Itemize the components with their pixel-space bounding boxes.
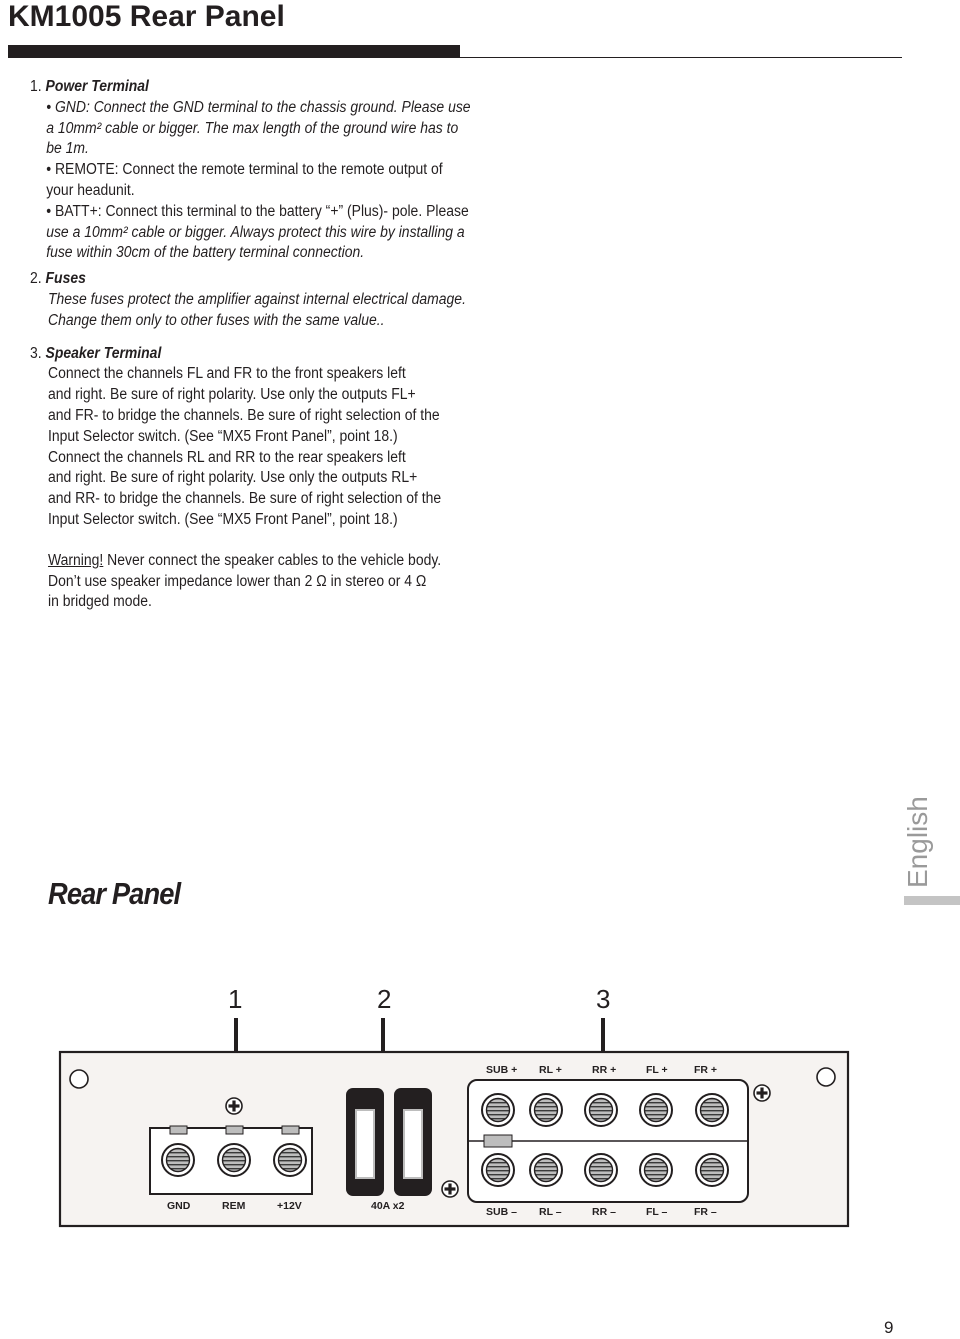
rear-panel-diagram: [0, 960, 960, 1240]
label-sub-plus: SUB +: [486, 1064, 518, 1076]
language-tab-label: English: [902, 796, 933, 888]
warning-block: Warning! Never connect the speaker cables to the vehicle body. Don’t use speaker impedance lower than 2 Ω in stereo or 4 Ω in bridged mode.: [48, 551, 442, 611]
terminal-rr-plus: [585, 1094, 617, 1126]
terminal-rr-minus: [585, 1154, 617, 1186]
section-power-heading: 1. Power Terminal: [30, 78, 149, 95]
header-rule-thin: [460, 57, 902, 58]
terminal-sub-plus: [482, 1094, 514, 1126]
label-12v: +12V: [277, 1200, 302, 1212]
header-rule-thick: [8, 45, 460, 58]
warning-label: Warning!: [48, 551, 104, 569]
section-speaker-text: Connect the channels FL and FR to the front speakers left and right. Be sure of right polarity. Use only the outputs FL+ and FR- to bridge the channels. Be sure of right selection of the Input Selector switch. (See “MX5 Front Panel”, point 18.) Connect the channels RL and RR to the rear speakers left and right. Be sure of right polarity. Use only the outputs RL+ and RR- to bridge the channels. Be sure of right selection of the Input Selector switch. (See “MX5 Front Panel”, point 18.): [48, 365, 442, 528]
label-fl-plus: FL +: [646, 1064, 668, 1076]
label-rem: REM: [222, 1200, 246, 1212]
terminal-rl-minus: [530, 1154, 562, 1186]
manual-body: [30, 77, 498, 613]
callout-3: 3: [596, 984, 611, 1014]
label-sub-minus: SUB –: [486, 1206, 517, 1218]
callout-2: 2: [377, 984, 392, 1014]
section-fuses-heading: 2. Fuses: [30, 270, 86, 288]
label-rr-minus: RR –: [592, 1206, 616, 1218]
terminal-fr-plus: [696, 1094, 728, 1126]
plus-screw-right: [754, 1085, 770, 1101]
label-fl-minus: FL –: [646, 1206, 668, 1218]
label-gnd: GND: [167, 1200, 191, 1212]
terminal-rl-plus: [530, 1094, 562, 1126]
bullet-batt: • BATT+: Connect this terminal to the battery “+” (Plus)- pole. Please use a 10mm² cable or bigger. Always protect this wire by installing a fuse within 30cm of the battery terminal connection.: [46, 202, 469, 262]
page-title: KM1005 Rear Panel: [8, 0, 285, 33]
terminal-rem: [218, 1144, 250, 1176]
label-rl-minus: RL –: [539, 1206, 562, 1218]
terminal-12v: [274, 1144, 306, 1176]
label-rr-plus: RR +: [592, 1064, 617, 1076]
terminal-fl-minus: [640, 1154, 672, 1186]
terminal-gnd: [162, 1144, 194, 1176]
bullet-remote: • REMOTE: Connect the remote terminal to the remote output of your headunit.: [46, 161, 443, 199]
language-tab-bar: [904, 896, 960, 905]
plus-screw-left: [226, 1098, 242, 1114]
terminal-fl-plus: [640, 1094, 672, 1126]
callout-1: 1: [228, 984, 243, 1014]
label-rl-plus: RL +: [539, 1064, 562, 1076]
mounting-hole-left: [70, 1070, 88, 1088]
terminal-sub-minus: [482, 1154, 514, 1186]
bullet-gnd: • GND: Connect the GND terminal to the chassis ground. Please use a 10mm² cable or bigger. The max length of the ground wire has to be 1m.: [46, 98, 471, 158]
rear-panel-heading: Rear Panel: [48, 876, 181, 911]
label-fuse: 40A x2: [371, 1200, 405, 1212]
terminal-fr-minus: [696, 1154, 728, 1186]
label-fr-plus: FR +: [694, 1064, 718, 1076]
mounting-hole-right: [817, 1068, 835, 1086]
section-fuses-text: These fuses protect the amplifier against internal electrical damage. Change them only to other fuses with the same value..: [48, 290, 466, 329]
plus-screw-center: [442, 1181, 458, 1197]
section-speaker-heading: 3. Speaker Terminal: [30, 344, 162, 362]
label-fr-minus: FR –: [694, 1206, 717, 1218]
page-number: 9: [884, 1318, 894, 1337]
